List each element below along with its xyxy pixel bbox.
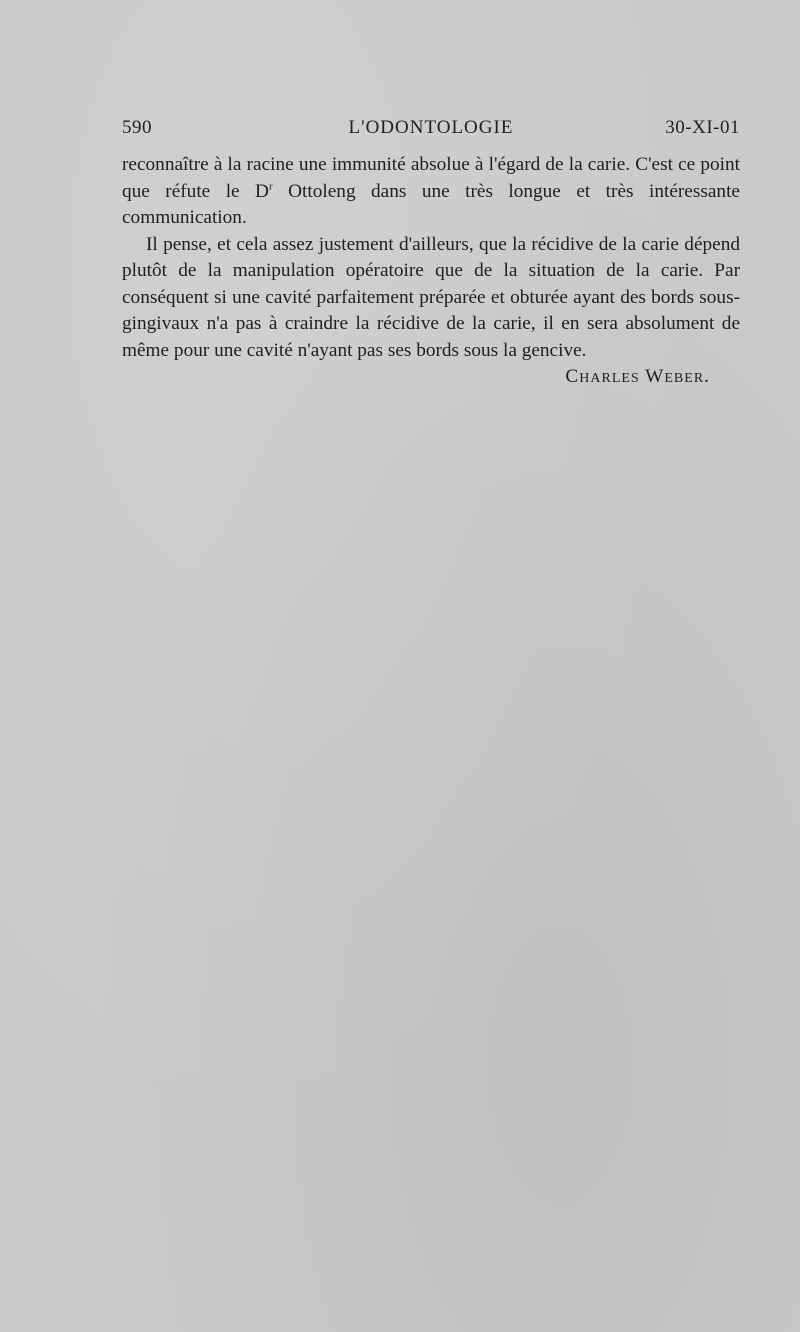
paragraph-1 xyxy=(122,152,740,232)
issue-date: 30-XI-01 xyxy=(665,117,740,138)
bleed-through-heading xyxy=(118,410,743,450)
paragraph-2: Il pense, et cela assez justement d'ailleurs, que la récidive de la carie dépend plutôt de la manipulation opératoire que de la situation de la carie. Par conséquent si une cavité parfaitement préparée et obturée ayant des bords sous-gingivaux n'a pas à craindre la récidive de la carie, il en sera absolument de même pour une cavité n'ayant pas ses bords sous la gencive. xyxy=(122,233,740,361)
paragraph-1-text-b: Ottoleng dans une très longue et très intéressante communication. xyxy=(122,180,740,228)
paragraph-1-text-a: reconnaître à la racine une immunité absolue à l'égard de la carie. C'est ce point que réfute le D xyxy=(122,154,740,202)
page-number: 590 xyxy=(122,117,152,138)
author-signature: Charles Weber. xyxy=(565,366,710,387)
article-body xyxy=(122,152,740,391)
doctor-abbrev-superscript: r xyxy=(268,180,273,193)
running-header xyxy=(122,117,740,143)
running-title: L'ODONTOLOGIE xyxy=(348,117,514,138)
